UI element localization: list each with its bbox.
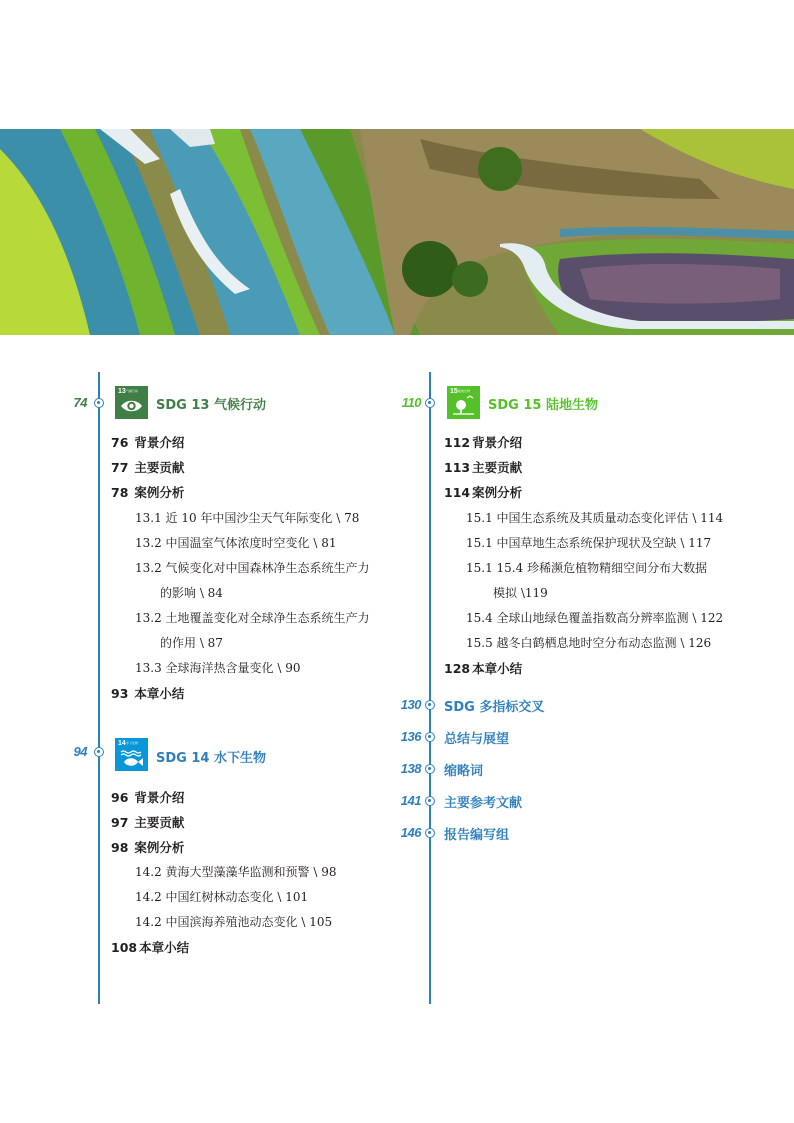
toc-section-link[interactable]: SDG 多指标交叉 [444,700,545,715]
case-entry[interactable]: 15.1 中国生态系统及其质量动态变化评估 \ 114 [466,511,724,525]
hero-image [0,129,794,335]
section-title: SDG 13 气候行动 [156,398,266,413]
badge-subtitle: 气候行动 [126,389,139,393]
left-timeline-line [98,372,100,1004]
section-title: SDG 14 水下生物 [156,751,266,766]
case-entry[interactable]: 13.1 近 10 年中国沙尘天气年际变化 \ 78 [135,511,360,525]
toc-section-link[interactable]: 主要参考文献 [444,796,523,811]
toc-entry[interactable]: 113 主要贡献 [444,460,523,475]
page-number: 136 [400,729,421,744]
case-entry[interactable]: 13.2 中国温室气体浓度时空变化 \ 81 [135,536,337,550]
badge-subtitle: 水下生物 [126,741,139,745]
tree-bird-icon [447,386,480,419]
case-entry[interactable]: 15.4 全球山地绿色覆盖指数高分辨率监测 \ 122 [466,611,724,625]
toc-entry[interactable]: 114 案例分析 [444,485,523,500]
case-entry[interactable]: 15.1 15.4 珍稀濒危植物精细空间分布大数据 [466,561,708,575]
page-number: 146 [400,825,421,840]
case-entry[interactable]: 15.5 越冬白鹤栖息地时空分布动态监测 \ 126 [466,636,712,650]
right-timeline-line [429,372,431,1004]
badge-number: 13 [118,388,126,395]
toc-entry[interactable]: 96 背景介绍 [111,790,185,805]
badge-number: 15 [450,388,458,395]
sdg15-badge [447,386,480,419]
toc-entry[interactable]: 93 本章小结 [111,686,185,701]
timeline-marker [425,796,435,806]
timeline-marker [425,398,435,408]
timeline-marker [94,398,104,408]
case-entry-continued[interactable]: 的影响 \ 84 [160,586,223,600]
case-entry[interactable]: 14.2 黄海大型藻藻华监测和预警 \ 98 [135,865,337,879]
toc-section-link[interactable]: 总结与展望 [444,732,510,747]
timeline-marker [425,700,435,710]
page-number: 141 [400,793,421,808]
timeline-marker [425,732,435,742]
case-entry[interactable]: 14.2 中国滨海养殖池动态变化 \ 105 [135,915,333,929]
eye-globe-icon [115,386,148,419]
case-entry[interactable]: 14.2 中国红树林动态变化 \ 101 [135,890,309,904]
case-entry[interactable]: 13.2 土地覆盖变化对全球净生态系统生产力 [135,611,370,625]
case-entry[interactable]: 13.2 气候变化对中国森林净生态系统生产力 [135,561,370,575]
timeline-marker [425,828,435,838]
page-number: 94 [73,744,87,759]
sdg13-badge [115,386,148,419]
case-entry-continued[interactable]: 的作用 \ 87 [160,636,223,650]
toc-entry[interactable]: 76 背景介绍 [111,435,185,450]
fish-wave-icon [115,738,148,771]
badge-number: 14 [118,740,126,747]
toc-entry[interactable]: 112 背景介绍 [444,435,523,450]
badge-subtitle: 陆地生物 [458,389,471,393]
timeline-marker [94,747,104,757]
case-entry[interactable]: 13.3 全球海洋热含量变化 \ 90 [135,661,301,675]
section-title: SDG 15 陆地生物 [488,398,598,413]
toc-entry[interactable]: 97 主要贡献 [111,815,185,830]
case-entry[interactable]: 15.1 中国草地生态系统保护现状及空缺 \ 117 [466,536,712,550]
page-number: 110 [401,395,421,410]
toc-entry[interactable]: 78 案例分析 [111,485,185,500]
rice-terraces-photo [0,129,794,335]
case-entry-continued[interactable]: 模拟 \119 [493,586,548,600]
toc-entry[interactable]: 128 本章小结 [444,661,523,676]
toc-entry[interactable]: 108 本章小结 [111,940,190,955]
sdg14-badge [115,738,148,771]
page-number: 74 [73,395,87,410]
toc-entry[interactable]: 77 主要贡献 [111,460,185,475]
toc-section-link[interactable]: 报告编写组 [444,828,510,843]
toc-section-link[interactable]: 缩略词 [444,764,484,779]
toc-entry[interactable]: 98 案例分析 [111,840,185,855]
page-number: 130 [400,697,421,712]
page-number: 138 [400,761,421,776]
timeline-marker [425,764,435,774]
